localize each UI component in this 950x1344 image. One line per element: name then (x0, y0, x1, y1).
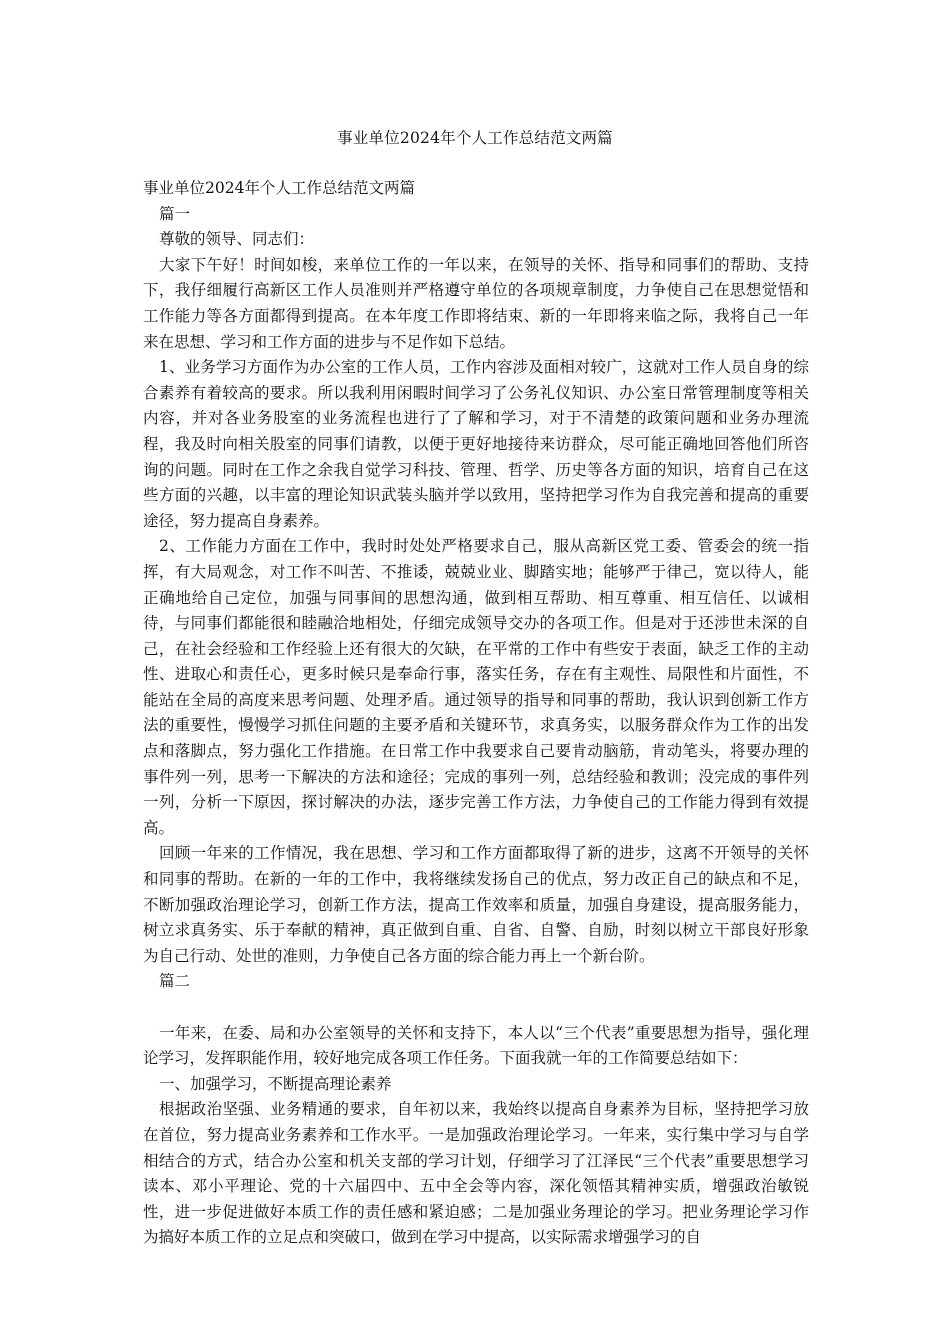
document-heading: 事业单位2024年个人工作总结范文两篇 (143, 179, 415, 197)
paragraph-intro: 大家下午好！时间如梭，来单位工作的一年以来，在领导的关怀、指导和同事们的帮助、支持下，我仔细履行高新区工作人员准则并严格遵守单位的各项规章制度，力争使自己在思想觉悟和工作能力等各方面都得到提高。在本年度工作即将结束、新的一年即将来临之际，我将自己一年来在思想、学习和工作方面的进步与不足作如下总结。 (143, 255, 809, 351)
blank-line (143, 995, 809, 1021)
paragraph-study-details: 根据政治坚强、业务精通的要求，自年初以来，我始终以提高自身素养为目标，坚持把学习放在首位，努力提高业务素养和工作水平。一是加强政治理论学习。一年来，实行集中学习与自学相结合的方式，结合办公室和机关支部的学习计划，仔细学习了江泽民“三个代表”重要思想学习读本、邓小平理论、党的十六届四中、五中全会等内容，深化领悟其精神实质，增强政治敏锐性，进一步促进做好本质工作的责任感和紧迫感；二是加强业务理论的学习。把业务理论学习作为搞好本质工作的立足点和突破口，做到在学习中提高，以实际需求增强学习的自 (143, 1100, 809, 1247)
salutation: 尊敬的领导、同志们： (159, 230, 315, 249)
paragraph-part-two-intro: 一年来，在委、局和办公室领导的关怀和支持下，本人以“三个代表”重要思想为指导，强化理论学习，发挥职能作用，较好地完成各项工作任务。下面我就一年的工作简要总结如下： (143, 1023, 809, 1068)
page-title: 事业单位2024年个人工作总结范文两篇 (337, 129, 613, 147)
section-label-part-one: 篇一 (159, 204, 191, 223)
paragraph-ability: 2、工作能力方面在工作中，我时时处处严格要求自己，服从高新区党工委、管委会的统一指挥，有大局观念，对工作不叫苦、不推诿，兢兢业业、脚踏实地；能够严于律己，宽以待人，能正确地给自己定位，加强与同事间的思想沟通，做到相互帮助、相互尊重、相互信任、以诚相待，与同事们都能很和睦融洽地相处，仔细完成领导交办的各项工作。但是对于还涉世未深的自己，在社会经验和工作经验上还有很大的欠缺，在平常的工作中有些安于表面，缺乏工作的主动性、进取心和责任心，更多时候只是奉命行事，落实任务，存在有主观性、局限性和片面性，不能站在全局的高度来思考问题、处理矛盾。通过领导的指导和同事的帮助，我认识到创新工作方法的重要性，慢慢学习抓住问题的主要矛盾和关键环节，求真务实，以服务群众作为工作的出发点和落脚点，努力强化工作措施。在日常工作中我要求自己要肯动脑筋，肯动笔头，将要办理的事件列一列，思考一下解决的方法和途径；完成的事列一列，总结经验和教训；没完成的事件列一列，分析一下原因，探讨解决的办法，逐步完善工作方法，力争使自己的工作能力得到有效提高。 (143, 537, 809, 837)
section-label-part-two: 篇二 (159, 972, 191, 991)
document-body (143, 176, 809, 1251)
subheading-strengthen-study: 一、加强学习，不断提高理论素养 (159, 1074, 392, 1093)
paragraph-review: 回顾一年来的工作情况，我在思想、学习和工作方面都取得了新的进步，这离不开领导的关怀和同事的帮助。在新的一年的工作中，我将继续发扬自己的优点，努力改正自己的缺点和不足，不断加强政治理论学习，创新工作方法，提高工作效率和质量，加强自身建设，提高服务能力，树立求真务实、乐于奉献的精神，真正做到自重、自省、自警、自励，时刻以树立干部良好形象为自己行动、处世的准则，力争使自己各方面的综合能力再上一个新台阶。 (143, 844, 809, 965)
paragraph-study: 1、业务学习方面作为办公室的工作人员，工作内容涉及面相对较广，这就对工作人员自身的综合素养有着较高的要求。所以我利用闲暇时间学习了公务礼仪知识、办公室日常管理制度等相关内容，并对各业务股室的业务流程也进行了了解和学习，对于不清楚的政策问题和业务办理流程，我及时向相关股室的同事们请教，以便于更好地接待来访群众，尽可能正确地回答他们所咨询的问题。同时在工作之余我自觉学习科技、管理、哲学、历史等各方面的知识，培育自己在这些方面的兴趣，以丰富的理论知识武装头脑并学以致用，坚持把学习作为自我完善和提高的重要途径，努力提高自身素养。 (143, 358, 809, 530)
